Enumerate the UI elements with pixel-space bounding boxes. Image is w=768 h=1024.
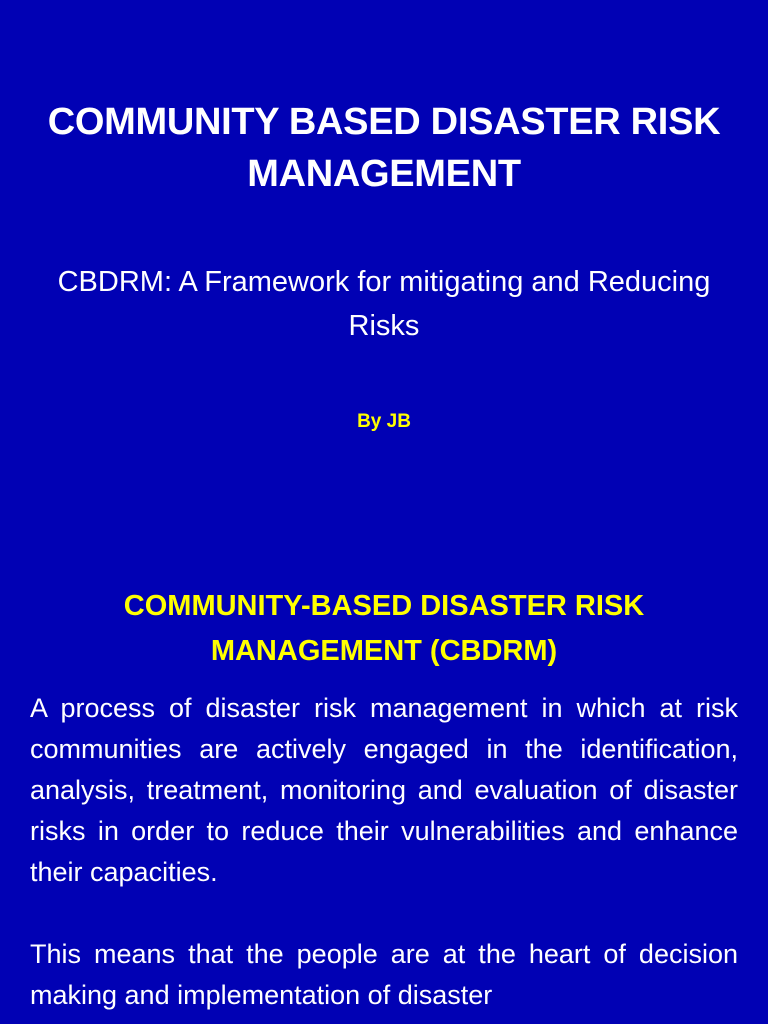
author-byline: By JB xyxy=(357,411,411,432)
definition-paragraph: A process of disaster risk management in which at risk communities are actively engaged in the identification, analysis, treatment, monitoring and evaluation of disaster risks in order to reduce their vulnerabilities and enhance their capacities. xyxy=(30,693,738,887)
definition-heading: COMMUNITY-BASED DISASTER RISK MANAGEMENT (CBDRM) xyxy=(123,590,645,667)
slide-subtitle: CBDRM: A Framework for mitigating and Reducing Risks xyxy=(57,266,711,342)
explanation-paragraph: This means that the people are at the heart of decision making and implementation of disaster xyxy=(30,939,738,1010)
definition-slide xyxy=(0,560,768,1024)
slide-title: COMMUNITY BASED DISASTER RISK MANAGEMENT xyxy=(47,101,721,195)
